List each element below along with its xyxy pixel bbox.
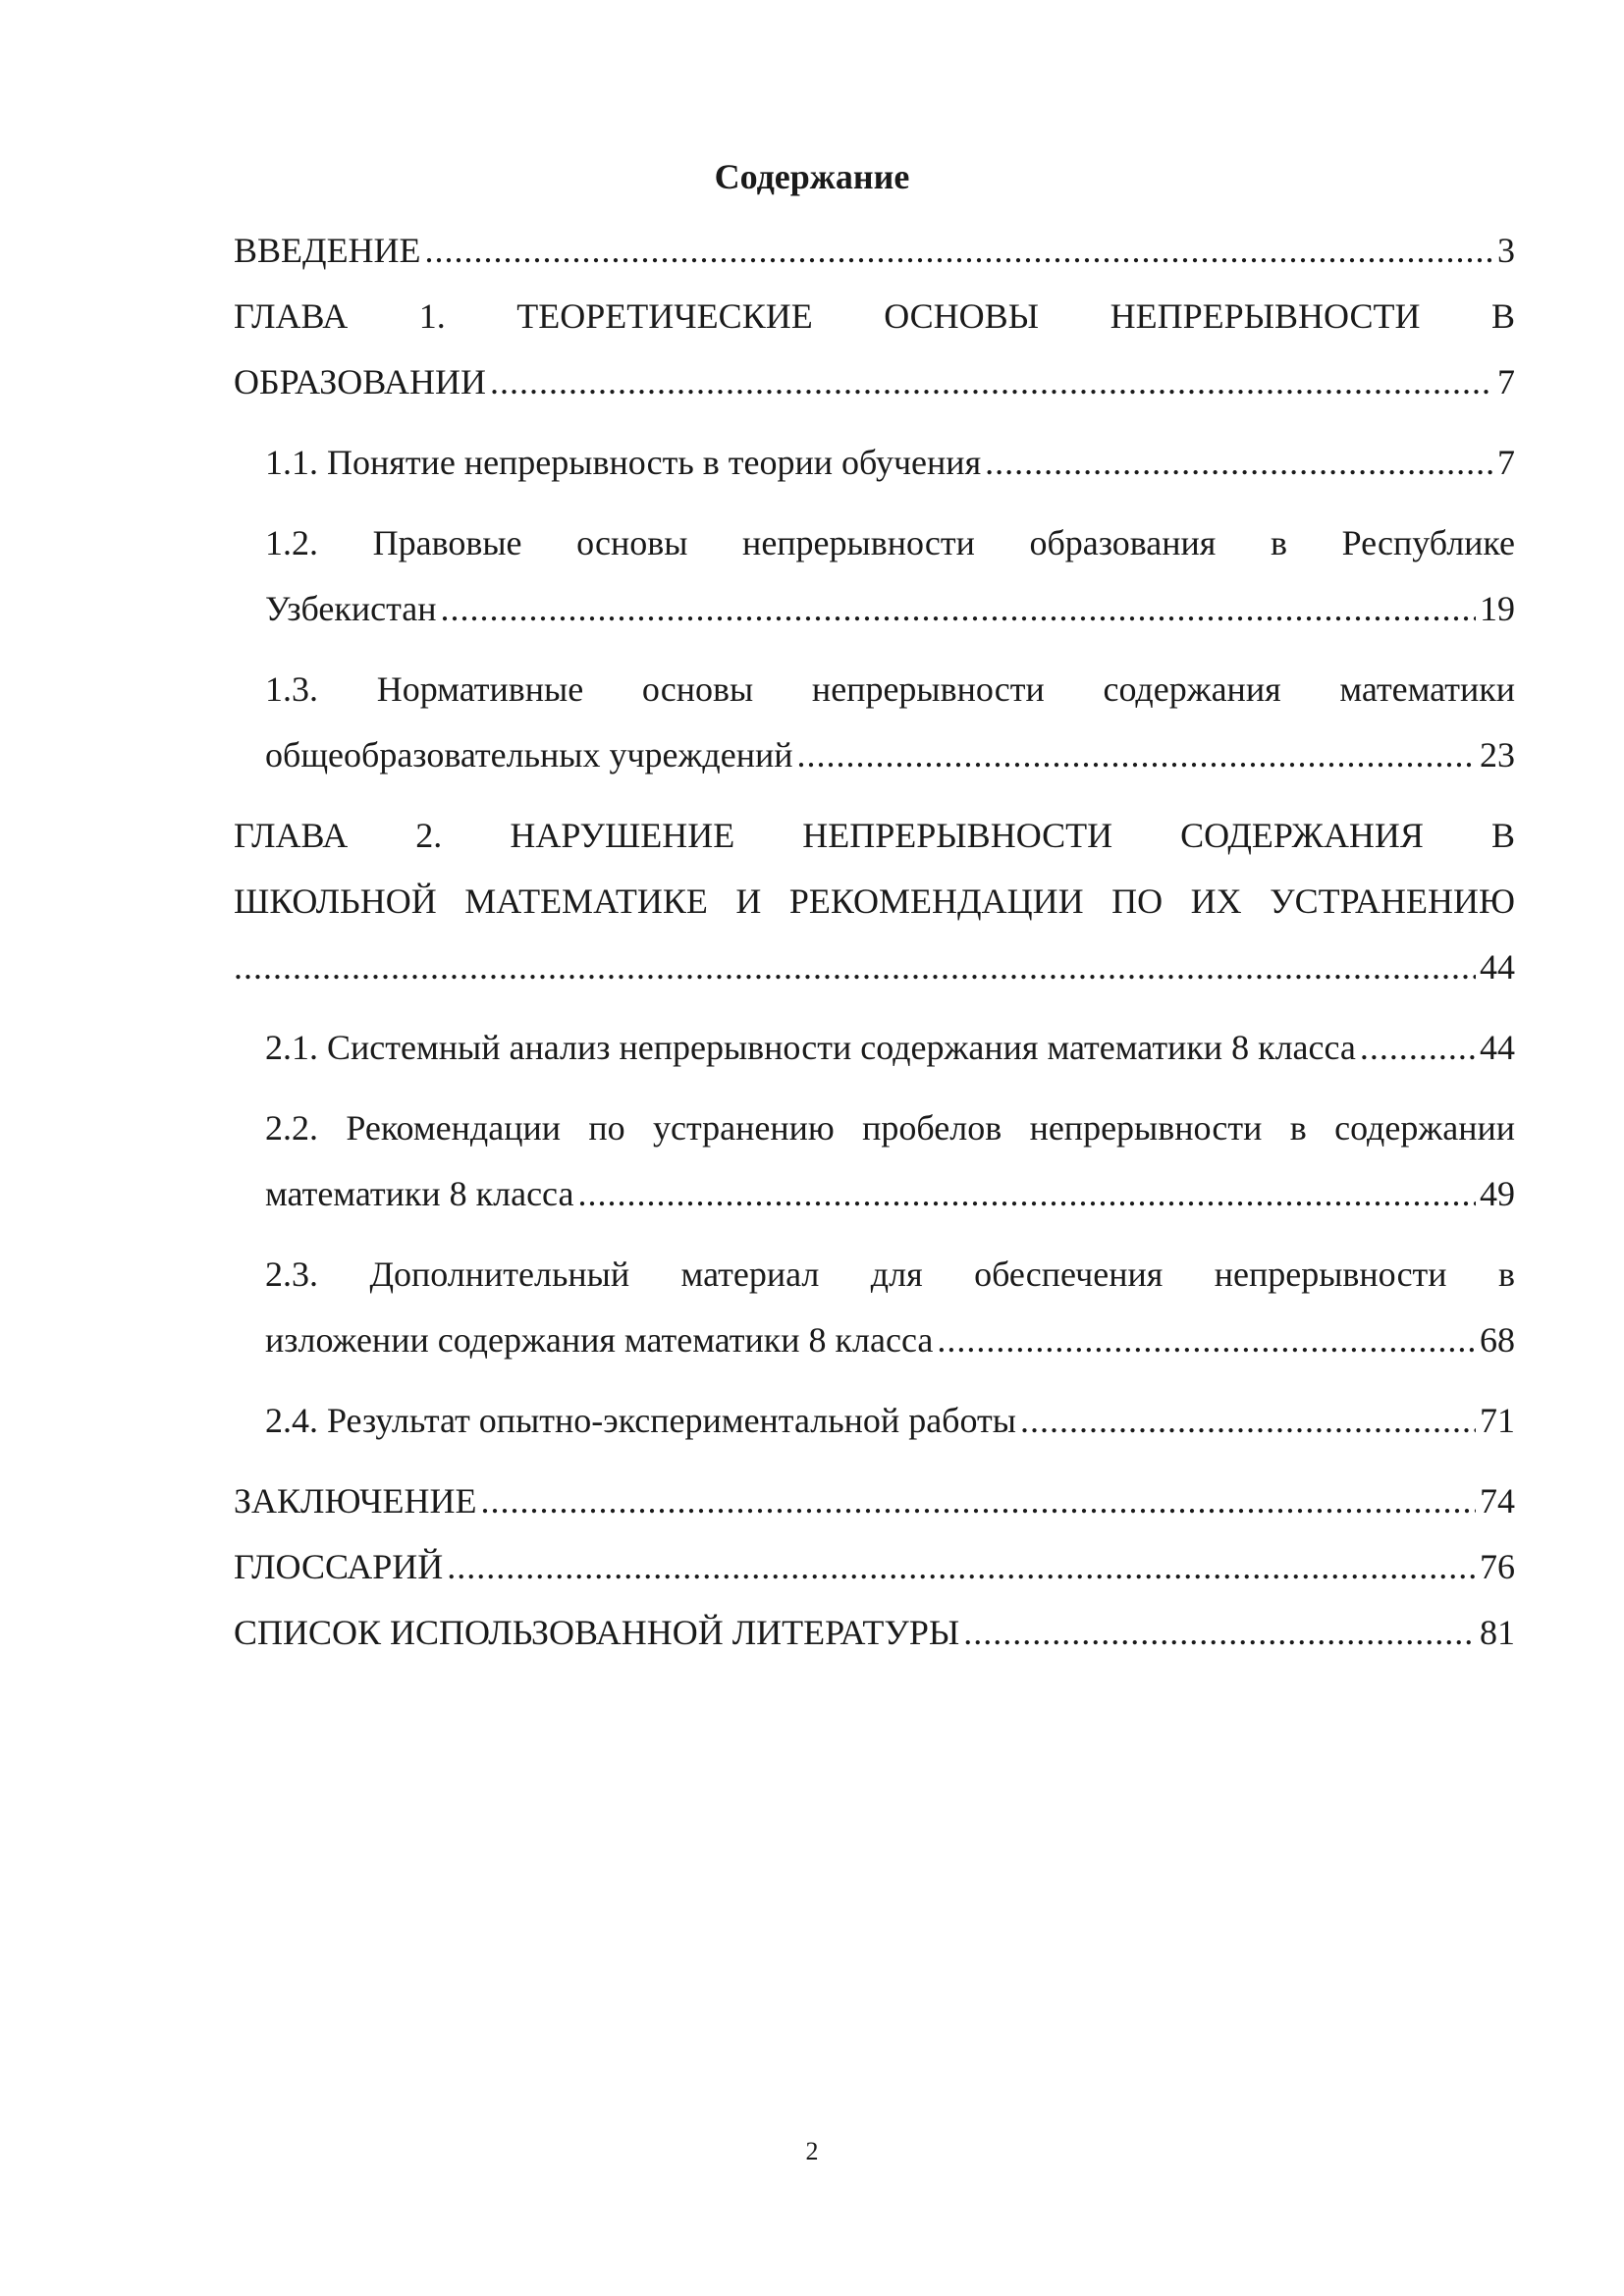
toc-title: Содержание: [714, 157, 910, 196]
toc-entry-line: [234, 934, 1515, 1000]
toc-entry-text: ОБРАЗОВАНИИ: [234, 362, 486, 401]
toc-entry-section-1-2[interactable]: [234, 510, 1515, 642]
toc-page-number: 7: [1497, 362, 1515, 401]
toc-entry-chapter-1[interactable]: [234, 284, 1515, 415]
toc-entry-line: [265, 1161, 1515, 1227]
toc-page-number: 76: [1480, 1547, 1515, 1586]
toc-entry-bibliography[interactable]: [234, 1600, 1515, 1666]
toc-entry-glossary[interactable]: [234, 1534, 1515, 1600]
dot-leader: [447, 1534, 1476, 1600]
dot-leader: [985, 430, 1493, 496]
toc-entry-line: [234, 1534, 1515, 1600]
toc-page-number: 44: [1480, 947, 1515, 987]
toc-page-number: 23: [1480, 735, 1515, 774]
dot-leader: [1020, 1388, 1476, 1454]
toc-entry-text: 2.4. Результат опытно-экспериментальной работы: [265, 1401, 1016, 1440]
dot-leader: [577, 1161, 1476, 1227]
toc-entry-section-2-2[interactable]: [234, 1095, 1515, 1227]
toc-entry-section-2-4[interactable]: [234, 1388, 1515, 1454]
toc-entry-text: 1.1. Понятие непрерывность в теории обучения: [265, 443, 982, 482]
toc-entry-text: ШКОЛЬНОЙ МАТЕМАТИКЕ И РЕКОМЕНДАЦИИ ПО ИХ УСТРАНЕНИЮ: [234, 881, 1515, 921]
dot-leader: [234, 934, 1476, 1000]
toc-entry-section-2-1[interactable]: [234, 1015, 1515, 1081]
toc-entry-line: [234, 1468, 1515, 1534]
toc-entry-text: общеобразовательных учреждений: [265, 735, 793, 774]
toc-entry-text: 1.3. Нормативные основы непрерывности содержания математики: [265, 669, 1515, 709]
toc-page-number: 68: [1480, 1320, 1515, 1360]
toc-entry-section-1-1[interactable]: [234, 430, 1515, 496]
dot-leader: [441, 576, 1476, 642]
toc-entry-line: [234, 1600, 1515, 1666]
dot-leader: [480, 1468, 1476, 1534]
toc-entry-section-2-3[interactable]: [234, 1242, 1515, 1373]
table-of-contents: [234, 218, 1515, 1666]
toc-entry-text: изложении содержания математики 8 класса: [265, 1320, 934, 1360]
toc-entry-text: ЗАКЛЮЧЕНИЕ: [234, 1481, 477, 1521]
toc-entry-text: СПИСОК ИСПОЛЬЗОВАННОЙ ЛИТЕРАТУРЫ: [234, 1613, 960, 1652]
toc-entry-text: 2.3. Дополнительный материал для обеспечения непрерывности в: [265, 1255, 1515, 1294]
toc-page-number: 49: [1480, 1174, 1515, 1213]
toc-entry-introduction[interactable]: [234, 218, 1515, 284]
toc-entry-line: [265, 430, 1515, 496]
toc-entry-text: ГЛОССАРИЙ: [234, 1547, 444, 1586]
dot-leader: [490, 349, 1493, 415]
dot-leader: [937, 1308, 1476, 1373]
toc-entry-text: ГЛАВА 2. НАРУШЕНИЕ НЕПРЕРЫВНОСТИ СОДЕРЖАНИЯ В: [234, 816, 1515, 855]
toc-page-number: 19: [1480, 589, 1515, 628]
toc-entry-line: [265, 1308, 1515, 1373]
dot-leader: [1360, 1015, 1476, 1081]
toc-page-number: 71: [1480, 1401, 1515, 1440]
toc-entry-text: 2.2. Рекомендации по устранению пробелов непрерывности в содержании: [265, 1108, 1515, 1148]
dot-leader: [425, 218, 1493, 284]
toc-entry-line: [265, 1015, 1515, 1081]
toc-entry-text: математики 8 класса: [265, 1174, 574, 1213]
toc-entry-chapter-2[interactable]: [234, 803, 1515, 1000]
toc-entry-text: 1.2. Правовые основы непрерывности образования в Республике: [265, 523, 1515, 562]
toc-page-number: 3: [1497, 231, 1515, 270]
toc-entry-text: Узбекистан: [265, 589, 437, 628]
toc-page-number: 81: [1480, 1613, 1515, 1652]
dot-leader: [963, 1600, 1476, 1666]
toc-entry-text: ВВЕДЕНИЕ: [234, 231, 421, 270]
page-number: 2: [805, 2137, 819, 2165]
toc-entry-line: [234, 349, 1515, 415]
toc-entry-line: [265, 722, 1515, 788]
toc-page-number: 7: [1497, 443, 1515, 482]
toc-entry-section-1-3[interactable]: [234, 657, 1515, 788]
toc-entry-text: ГЛАВА 1. ТЕОРЕТИЧЕСКИЕ ОСНОВЫ НЕПРЕРЫВНОСТИ В: [234, 296, 1515, 336]
toc-entry-text: 2.1. Системный анализ непрерывности содержания математики 8 класса: [265, 1028, 1356, 1067]
dot-leader: [797, 722, 1477, 788]
toc-entry-line: [234, 218, 1515, 284]
toc-entry-line: [265, 576, 1515, 642]
toc-page-number: 74: [1480, 1481, 1515, 1521]
toc-entry-line: [265, 1388, 1515, 1454]
toc-entry-conclusion[interactable]: [234, 1468, 1515, 1534]
toc-page-number: 44: [1480, 1028, 1515, 1067]
